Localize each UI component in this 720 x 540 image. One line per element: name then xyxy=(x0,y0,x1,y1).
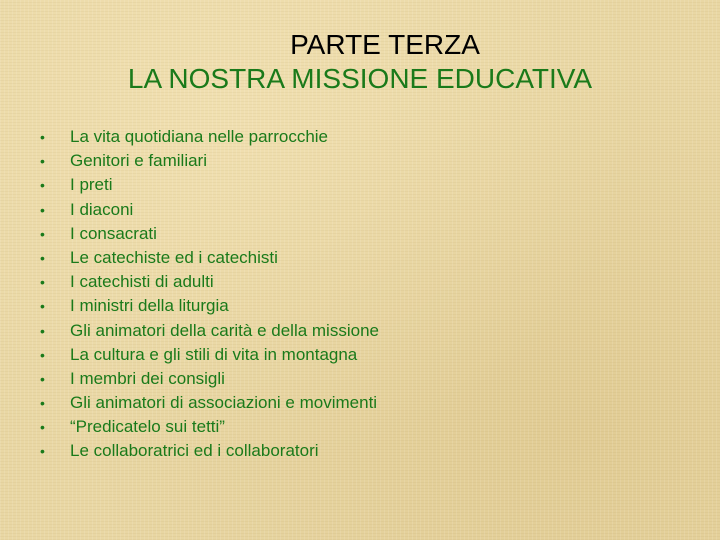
bullet-icon: • xyxy=(40,249,45,266)
list-item-text: I catechisti di adulti xyxy=(70,272,214,292)
list-item-text: I ministri della liturgia xyxy=(70,296,229,316)
bullet-icon: • xyxy=(40,443,45,460)
list-item xyxy=(40,125,379,149)
slide-title xyxy=(0,28,720,96)
list-item xyxy=(40,391,379,415)
list-item xyxy=(40,270,379,294)
list-item-text: Gli animatori della carità e della missione xyxy=(70,320,379,340)
list-item xyxy=(40,198,379,222)
list-item xyxy=(40,319,379,343)
bullet-icon: • xyxy=(40,370,45,387)
bullet-list xyxy=(40,125,379,464)
list-item-text: I preti xyxy=(70,175,113,195)
list-item xyxy=(40,222,379,246)
bullet-icon: • xyxy=(40,153,45,170)
list-item-text: Gli animatori di associazioni e movimenti xyxy=(70,393,378,413)
list-item xyxy=(40,367,379,391)
bullet-icon: • xyxy=(40,395,45,412)
list-item xyxy=(40,173,379,197)
bullet-icon: • xyxy=(40,419,45,436)
bullet-icon: • xyxy=(40,225,45,242)
bullet-icon: • xyxy=(40,129,45,145)
list-item xyxy=(40,439,379,463)
bullet-icon: • xyxy=(40,298,45,315)
list-item-text: La cultura e gli stili di vita in montagna xyxy=(70,344,358,364)
bullet-icon: • xyxy=(40,322,45,339)
list-item xyxy=(40,294,379,318)
list-item xyxy=(40,149,379,173)
list-item-text: I diaconi xyxy=(70,199,134,219)
list-item-text: I membri dei consigli xyxy=(70,368,225,388)
title-line-2: LA NOSTRA MISSIONE EDUCATIVA xyxy=(127,63,593,94)
list-item-text: “Predicatelo sui tetti” xyxy=(70,417,225,437)
list-item-text: I consacrati xyxy=(70,223,157,243)
list-item-text: Le catechiste ed i catechisti xyxy=(70,247,278,267)
list-item xyxy=(40,246,379,270)
list-item-text: Le collaboratrici ed i collaboratori xyxy=(70,441,319,461)
bullet-icon: • xyxy=(40,346,45,363)
bullet-icon: • xyxy=(40,274,45,291)
title-line-1: PARTE TERZA xyxy=(290,29,480,60)
bullet-icon: • xyxy=(40,177,45,194)
bullet-icon: • xyxy=(40,201,45,218)
list-item xyxy=(40,415,379,439)
list-item-text: La vita quotidiana nelle parrocchie xyxy=(70,127,329,146)
list-item xyxy=(40,343,379,367)
list-item-text: Genitori e familiari xyxy=(70,151,207,171)
